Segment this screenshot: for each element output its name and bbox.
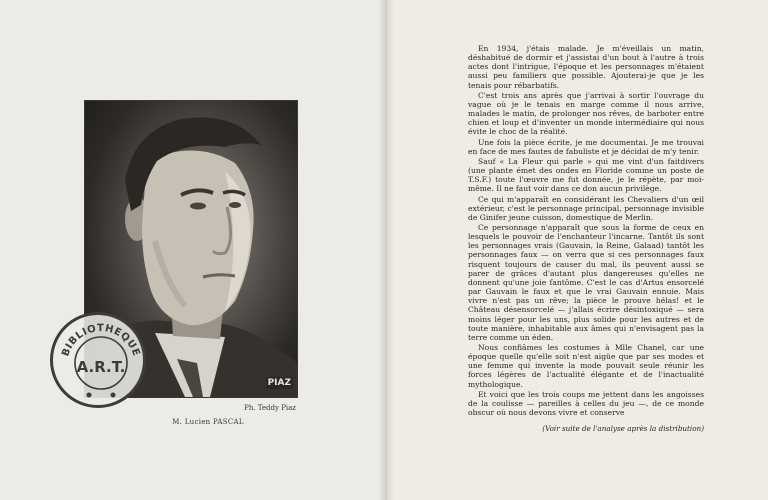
paragraph: En 1934, j'étais malade. Je m'éveillais un matin, déshabitué de dormir et j'assistai d'un bout à l'autre à trois actes dont l'intrigue, l'époque et les personnages m'étaient aussi peu familiers que possible. Ajouterai-je que je les tenais pour rébarbatifs. [468, 44, 704, 90]
paragraph: C'est trois ans après que j'arrivai à sortir l'ouvrage du vague où je le tenais en marge comme il nous arrive, malades le matin, de prolonger nos rêves, de barboter entre chien et loup et d'inventer un monde intermédiaire qui nous évite le choc de la réalité. [468, 90, 704, 137]
paragraph: Nous confiâmes les costumes à Mlle Chanel, car une époque quelle qu'elle soit n'est aigüe que par ses modes et une femme qui invente la mode pouvait seule réunir les forces légères de l'actualité élégante et de l'inactualité mythologique. [468, 343, 704, 389]
continuation-note: (Voir suite de l'analyse après la distribution) [542, 424, 704, 434]
body-text [468, 44, 704, 434]
paragraph: Ce personnage n'apparaît que sous la forme de ceux en lesquels le pouvoir de l'enchanteur l'incarne. Tantôt ils sont les personnages vrais (Gauvain, la Reine, Galaad) tantôt les personnages faux — on verra que si ces personnages faux risquent toujours de causer du mal, ils peuvent aussi se parer de grâces d'autant plus dangereuses qu'elles ne donnent qu'une joie fantôme. C'est le cas d'Artus ensorcelé par Gauvain le faux et que le vrai Gauvain ennuie. Mais vivre n'est pas un rêve; la pièce le prouve hélas! et le Château désensorcelé — j'allais écrire désintoxiqué — sera moins léger pour les uns, plus solide pour les autres et de toute manière, inhabitable aux âmes qui n'envisagent pas la terre comme un éden. [468, 222, 704, 342]
photographer-mark: PIAZ [267, 378, 291, 388]
paragraph: Une fois la pièce écrite, je me documentai. Je me trouvai en face de mes fautes de fabuliste et je décidai de m'y tenir. [468, 137, 704, 156]
paragraph: Ce qui m'apparaît en considérant les Chevaliers d'un œil extérieur, c'est le personnage principal, personnage invisible de Ginifer jeune cuisson, domestique de Merlin. [468, 194, 704, 222]
photo-caption: M. Lucien PASCAL [172, 418, 244, 426]
svg-text:BIBLIOTHEQUE [60, 323, 141, 358]
photo-credit: Ph. Teddy Piaz [244, 404, 296, 412]
book-gutter [378, 0, 394, 500]
library-stamp [50, 312, 146, 408]
paragraph: Et voici que les trois coups me jettent dans les angoisses de la coulisse — pareilles à celles du jeu —, de ce monde obscur où nous devons vivre et conserve [468, 389, 704, 418]
paragraph: Sauf « La Fleur qui parle » qui me vint d'un faitdivers (une plante émet des ondes en Floride comme un poste de T.S.F.) toute l'œuvre me fut donnée, je le répète, par moi-même. Il ne faut voir dans ce don aucun privilège. [468, 156, 704, 194]
stamp-center-text: A.R.T. [76, 358, 126, 376]
stamp-ring-text: BIBLIOTHEQUE [60, 322, 142, 358]
